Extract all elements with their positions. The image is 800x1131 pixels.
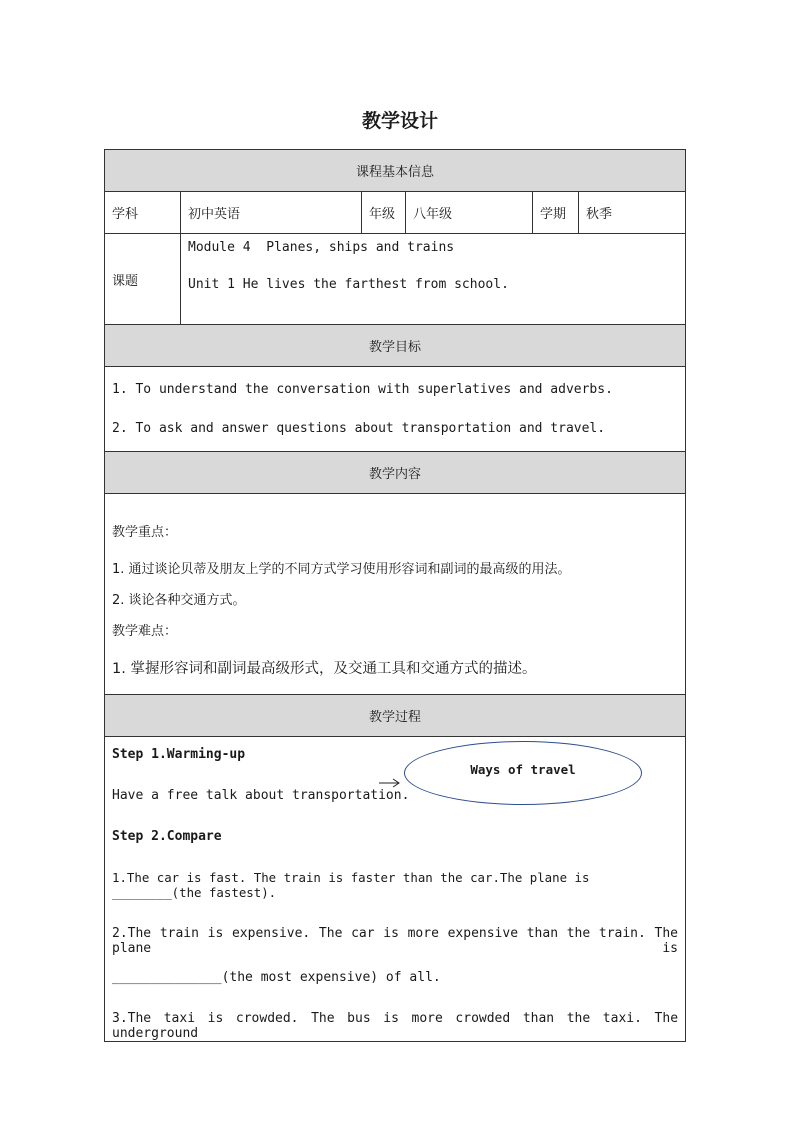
arrow-right-icon <box>378 777 402 789</box>
subject-label: 学科 <box>105 192 181 234</box>
difficult-points-label: 教学难点： <box>112 623 178 639</box>
compare-question-3: 3.The taxi is crowded. The bus is more crowded than the taxi. The underground <box>112 1011 679 1041</box>
section-content: 教学内容 <box>105 452 686 494</box>
objective-2: 2. To ask and answer questions about transportation and travel. <box>112 421 606 436</box>
key-points-label: 教学重点： <box>112 524 178 540</box>
step-1-heading: Step 1.Warming-up <box>112 747 246 762</box>
page-title: 教学设计 <box>361 110 438 132</box>
topic-line-unit: Unit 1 He lives the farthest from school. <box>188 277 509 292</box>
step-1-text: Have a free talk about transportation. <box>112 788 410 803</box>
section-objectives: 教学目标 <box>105 325 686 367</box>
term-label: 学期 <box>533 192 579 234</box>
ways-of-travel-ellipse <box>404 741 642 805</box>
subject-value: 初中英语 <box>181 192 362 234</box>
step-2-heading: Step 2.Compare <box>112 829 222 844</box>
grade-label: 年级 <box>362 192 406 234</box>
section-basic-info: 课程基本信息 <box>105 150 686 192</box>
objective-1: 1. To understand the conversation with superlatives and adverbs. <box>112 382 613 397</box>
topic-line-module: Module 4 Planes, ships and trains <box>188 240 455 255</box>
key-point-1: 1. 通过谈论贝蒂及朋友上学的不同方式学习使用形容词和副词的最高级的用法。 <box>112 561 571 577</box>
lesson-plan-table <box>104 149 686 1042</box>
ellipse-label: Ways of travel <box>470 761 576 777</box>
compare-question-1: 1.The car is fast. The train is faster than the car.The plane is ________(the fastest). <box>112 870 590 900</box>
grade-value: 八年级 <box>406 192 533 234</box>
key-point-2: 2. 谈论各种交通方式。 <box>112 592 246 608</box>
topic-label: 课题 <box>105 234 181 325</box>
section-process: 教学过程 <box>105 695 686 737</box>
term-value: 秋季 <box>579 192 686 234</box>
compare-question-2-line-1: 2.The train is expensive. The car is more expensive than the train. The plane is <box>112 926 679 956</box>
difficult-point-1: 1. 掌握形容词和副词最高级形式，及交通工具和交通方式的描述。 <box>112 660 537 677</box>
compare-question-2-line-2: ______________(the most expensive) of all. <box>112 970 441 985</box>
